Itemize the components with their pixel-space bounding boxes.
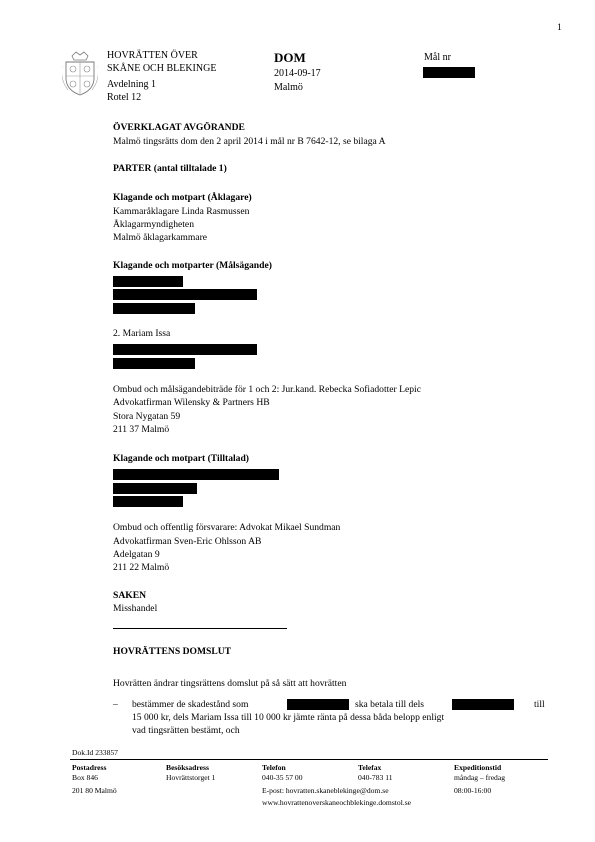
ruling-intro: Hovrätten ändrar tingsrättens domslut på så sätt att hovrätten bbox=[113, 678, 347, 689]
redacted-case-number bbox=[423, 67, 475, 78]
case-heading: SAKEN bbox=[113, 590, 147, 601]
redacted-text bbox=[113, 469, 279, 480]
page-number: 1 bbox=[557, 22, 562, 33]
footer-fax-heading: Telefax bbox=[358, 763, 382, 772]
document-id: Dok.Id 233857 bbox=[72, 748, 118, 757]
ruling-bullet-part1: bestämmer de skadestånd som bbox=[132, 699, 249, 710]
prosecutor-line: Åklagarmyndigheten bbox=[113, 219, 194, 230]
prosecutor-heading: Klagande och motpart (Åklagare) bbox=[113, 192, 252, 203]
injured-heading: Klagande och motparter (Målsägande) bbox=[113, 260, 272, 271]
appealed-heading: ÖVERKLAGAT AVGÖRANDE bbox=[113, 122, 245, 133]
redacted-text bbox=[287, 699, 349, 710]
division: Avdelning 1 bbox=[107, 79, 156, 90]
parties-heading: PARTER (antal tilltalade 1) bbox=[113, 163, 227, 174]
counsel-line: 211 37 Malmö bbox=[113, 424, 170, 435]
redacted-text bbox=[113, 496, 183, 507]
case-text: Misshandel bbox=[113, 603, 158, 614]
counsel-line: Stora Nygatan 59 bbox=[113, 411, 181, 422]
case-number-label: Mål nr bbox=[424, 52, 451, 63]
footer-hours-days: måndag – fredag bbox=[454, 773, 506, 782]
footer-website: www.hovrattenoverskaneochblekinge.domstol.se bbox=[262, 798, 412, 807]
footer-postal-city: 201 80 Malmö bbox=[72, 786, 117, 795]
footer-hours-time: 08:00-16:00 bbox=[454, 786, 492, 795]
defender-line: Advokatfirman Sven-Eric Ohlsson AB bbox=[113, 536, 262, 547]
ruling-heading: HOVRÄTTENS DOMSLUT bbox=[113, 646, 232, 657]
footer-fax: 040-783 11 bbox=[358, 773, 393, 782]
coat-of-arms-logo bbox=[62, 50, 98, 96]
injured-party-2: 2. Mariam Issa bbox=[113, 328, 171, 339]
footer-postal-box: Box 846 bbox=[72, 773, 98, 782]
footer-visit-address: Hovrättstorget 1 bbox=[166, 773, 216, 782]
footer-visit-heading: Besöksadress bbox=[166, 763, 209, 772]
footer-phone-heading: Telefon bbox=[262, 763, 286, 772]
ruling-bullet-part3: till bbox=[534, 699, 545, 710]
redacted-text bbox=[113, 483, 197, 494]
redacted-text bbox=[113, 303, 195, 314]
rotel: Rotel 12 bbox=[107, 92, 142, 103]
prosecutor-line: Kammaråklagare Linda Rasmussen bbox=[113, 206, 250, 217]
defender-line: 211 22 Malmö bbox=[113, 562, 170, 573]
redacted-text bbox=[113, 276, 183, 287]
footer-postal-heading: Postadress bbox=[72, 763, 107, 772]
counsel-line: Advokatfirman Wilensky & Partners HB bbox=[113, 397, 270, 408]
appealed-text: Malmö tingsrätts dom den 2 april 2014 i mål nr B 7642-12, se bilaga A bbox=[113, 136, 386, 147]
court-name-line2: SKÅNE OCH BLEKINGE bbox=[107, 63, 217, 74]
redacted-text bbox=[452, 699, 514, 710]
defendant-heading: Klagande och motpart (Tilltalad) bbox=[113, 453, 250, 464]
redacted-text bbox=[113, 358, 195, 369]
bullet-dash: – bbox=[113, 699, 118, 710]
footer-phone: 040-35 57 00 bbox=[262, 773, 303, 782]
footer-hours-heading: Expeditionstid bbox=[454, 763, 502, 772]
redacted-text bbox=[113, 289, 257, 300]
prosecutor-line: Malmö åklagarkammare bbox=[113, 232, 208, 243]
redacted-text bbox=[113, 344, 257, 355]
defender-line: Ombud och offentlig försvarare: Advokat Mikael Sundman bbox=[113, 522, 341, 533]
court-name-line1: HOVRÄTTEN ÖVER bbox=[107, 50, 198, 61]
document-place: Malmö bbox=[274, 82, 303, 93]
section-divider bbox=[113, 628, 287, 629]
document-type: DOM bbox=[274, 50, 306, 65]
footer-rule bbox=[70, 759, 548, 760]
ruling-bullet-part2: ska betala till dels bbox=[355, 699, 425, 710]
document-date: 2014-09-17 bbox=[274, 68, 321, 79]
counsel-line: Ombud och målsägandebiträde för 1 och 2: Jur.kand. Rebecka Sofiadotter Lepic bbox=[113, 384, 421, 395]
footer-email: E-post: hovratten.skaneblekinge@dom.se bbox=[262, 786, 389, 795]
ruling-bullet-line3: vad tingsrätten bestämt, och bbox=[132, 725, 240, 736]
defender-line: Adelgatan 9 bbox=[113, 549, 160, 560]
ruling-bullet-line2: 15 000 kr, dels Mariam Issa till 10 000 kr jämte ränta på dessa båda belopp enligt bbox=[132, 712, 445, 723]
